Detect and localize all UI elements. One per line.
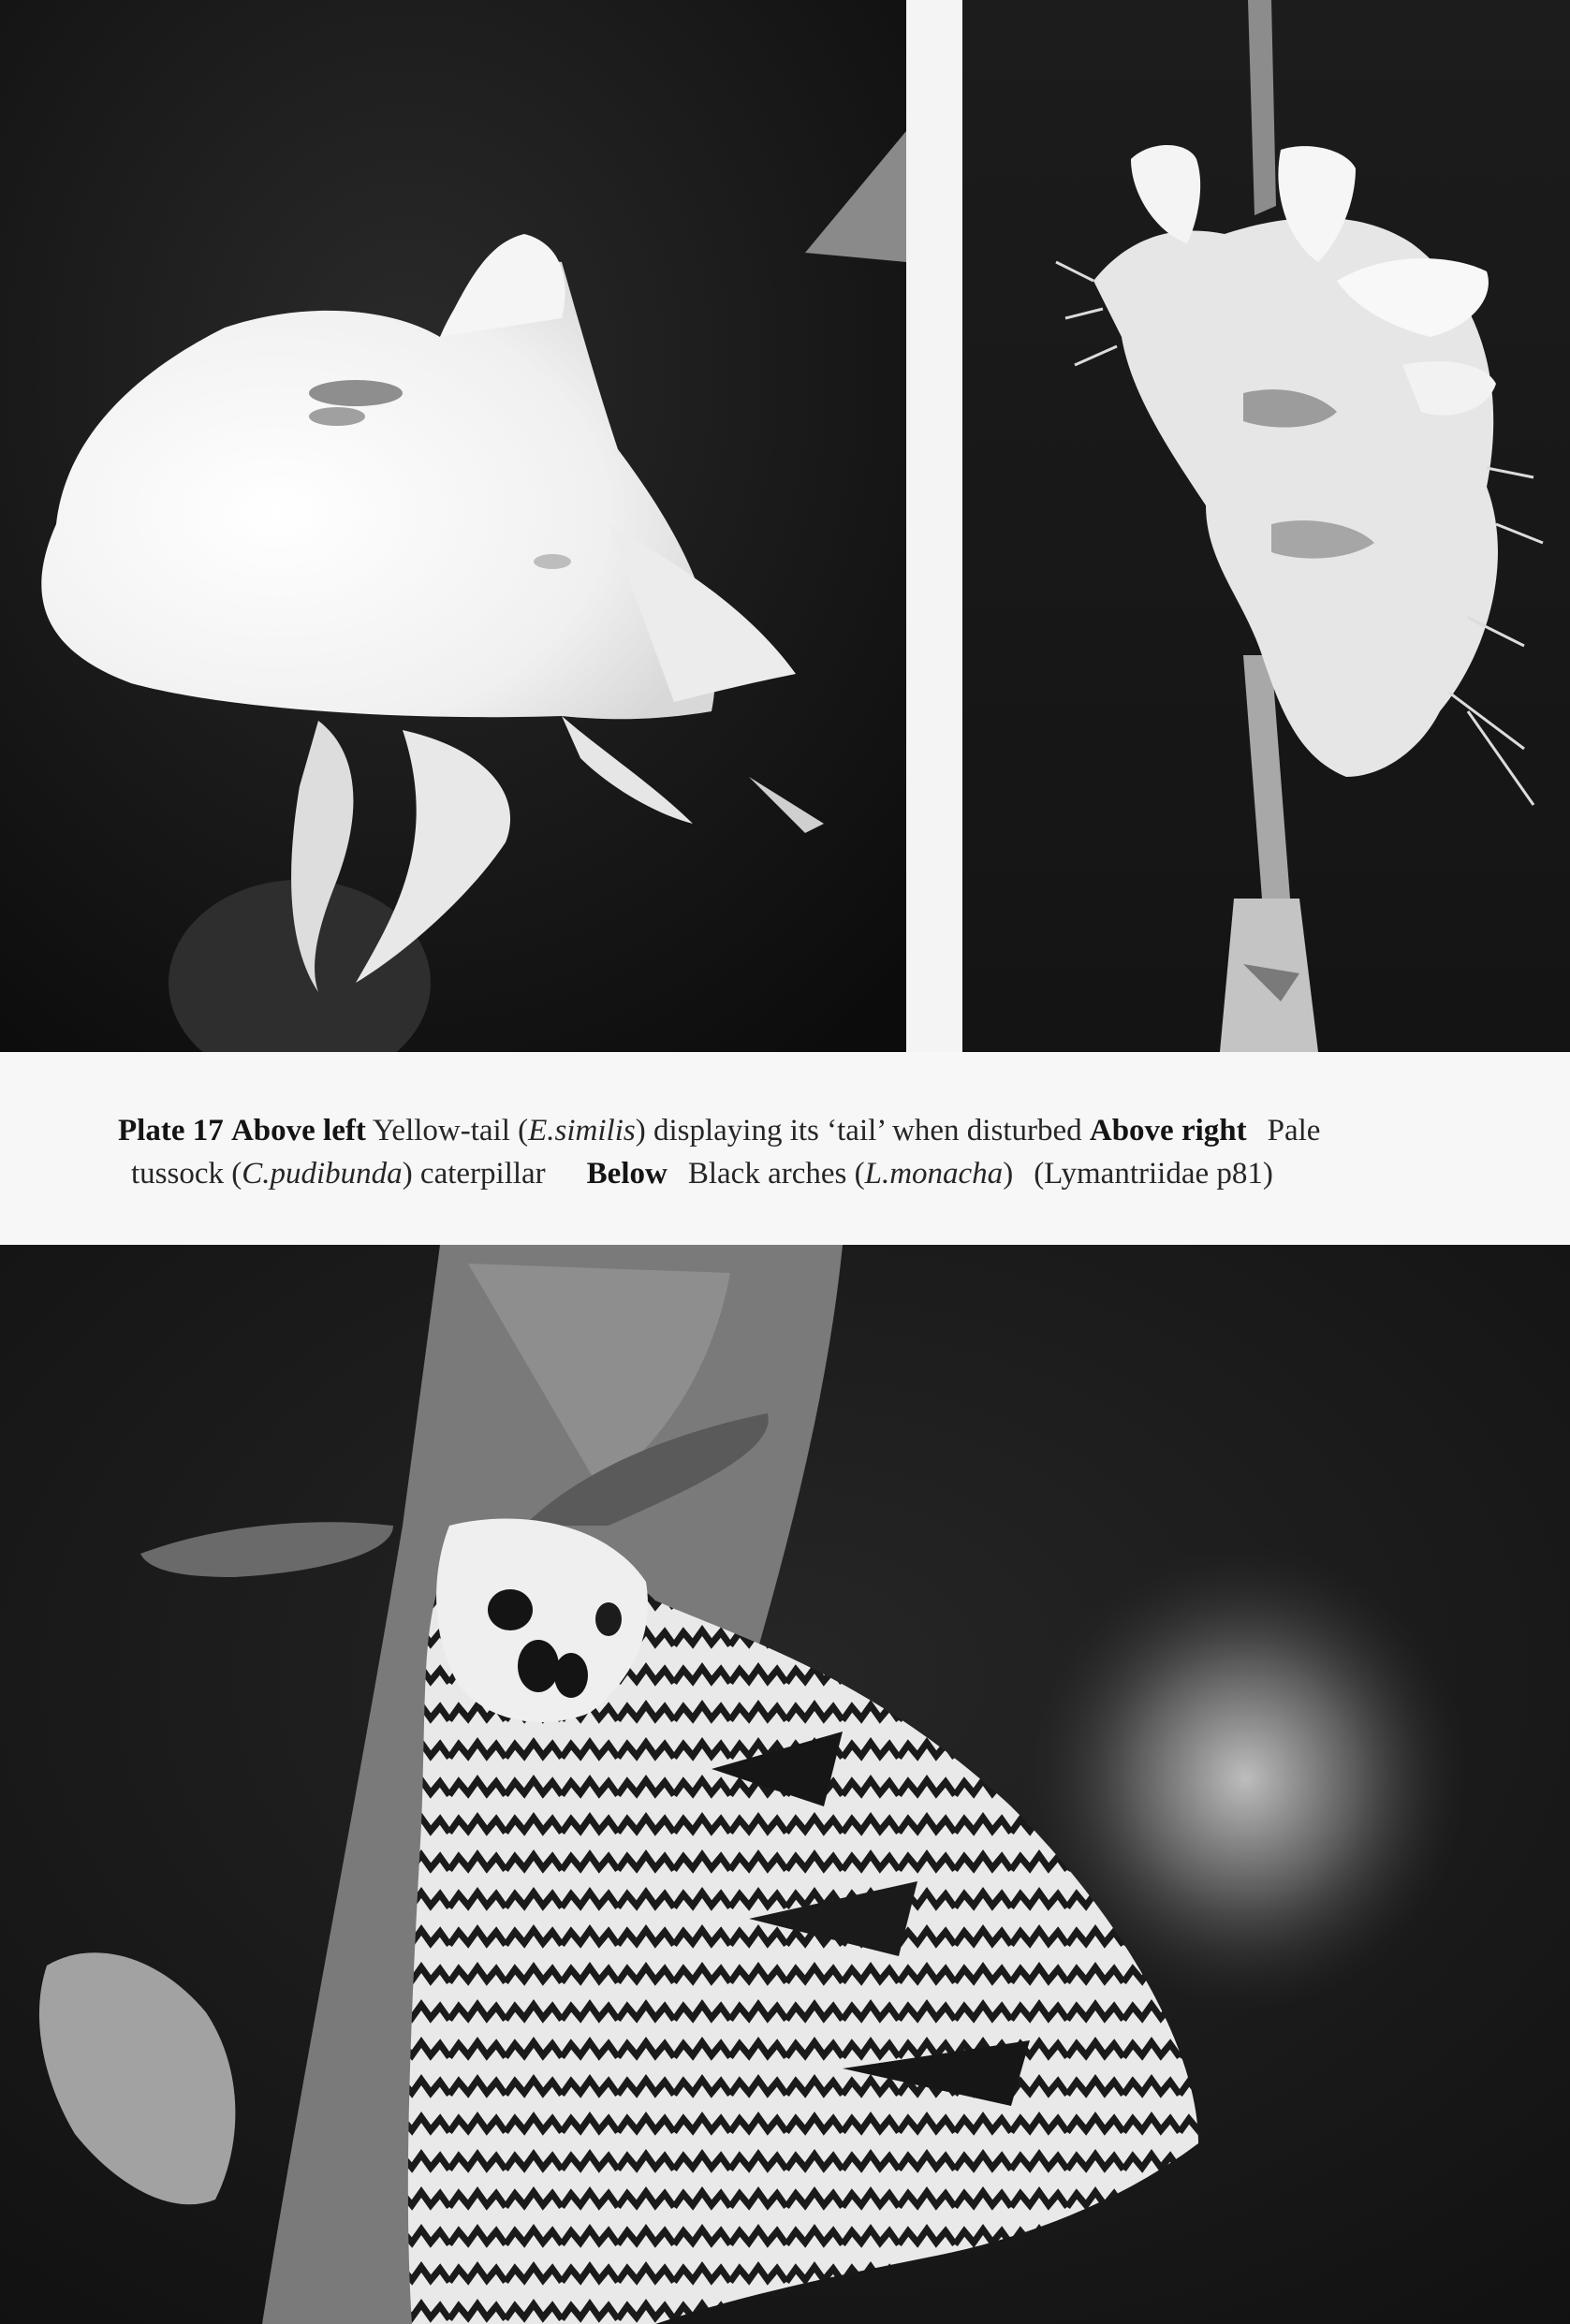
family-reference: (Lymantriidae p81) — [1034, 1157, 1273, 1191]
above-left-latin-name: E.similis — [528, 1114, 636, 1147]
pale-tussock-caterpillar-image — [962, 0, 1570, 1052]
caption-line-1 — [118, 1112, 1320, 1149]
plate-caption — [0, 1052, 1570, 1245]
photo-yellow-tail-moth — [0, 0, 906, 1052]
above-left-common-name: Yellow-tail ( — [372, 1114, 529, 1147]
plate-number: Plate 17 — [118, 1114, 224, 1147]
below-label: Below — [586, 1157, 668, 1191]
below-description: ) — [1003, 1157, 1014, 1191]
above-right-common-name-start: Pale — [1267, 1114, 1321, 1147]
above-left-label: Above left — [230, 1114, 366, 1147]
photo-pale-tussock-caterpillar — [962, 0, 1570, 1052]
black-arches-moth-image — [0, 1245, 1570, 2324]
above-right-label: Above right — [1089, 1114, 1247, 1147]
above-right-latin-name: C.pudibunda — [242, 1157, 403, 1191]
below-common-name: Black arches ( — [687, 1157, 865, 1191]
above-right-description: ) caterpillar — [402, 1157, 546, 1191]
above-right-common-name-end: tussock ( — [131, 1157, 242, 1191]
yellow-tail-moth-image — [0, 0, 906, 1052]
caption-line-2 — [131, 1155, 1273, 1192]
below-latin-name: L.monacha — [864, 1157, 1004, 1191]
photo-black-arches-moth — [0, 1245, 1570, 2324]
above-left-description: ) displaying its ‘tail’ when disturbed — [635, 1114, 1082, 1147]
